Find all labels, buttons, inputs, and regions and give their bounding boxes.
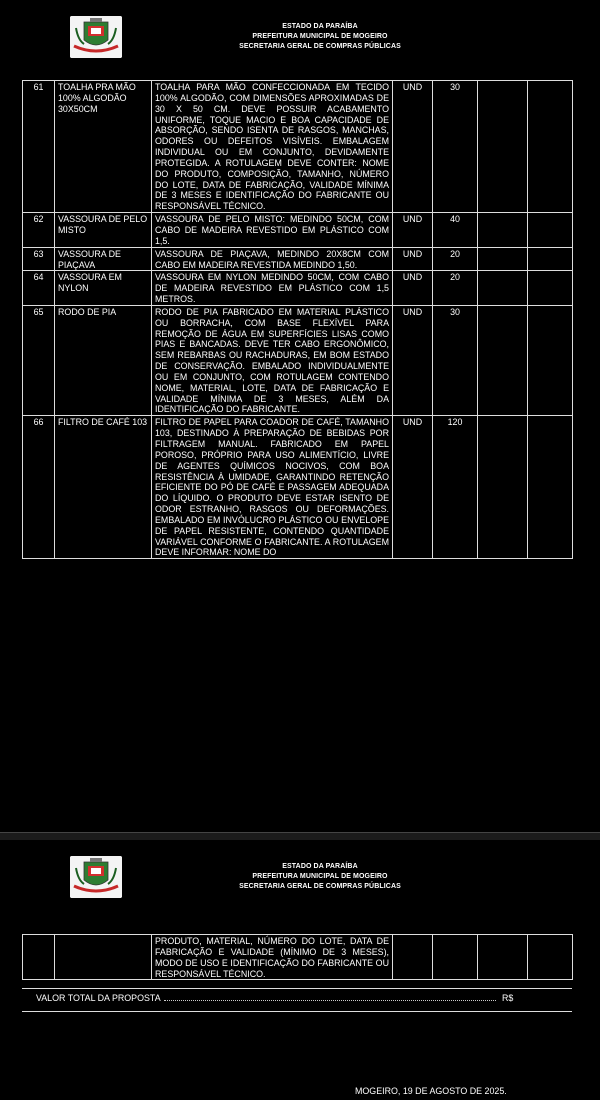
item-description: TOALHA PARA MÃO CONFECCIONADA EM TECIDO 100% ALGODÃO, COM DIMENSÕES APROXIMADAS DE 30 X 50 CM. DEVE POSSUIR ACABAMENTO UNIFORME, TOQUE MACIO E BOA CAPACIDADE DE ABSORÇÃO, SENDO ISENTA DE RASGOS, MANCHAS, ODORES OU DEFEITOS VISÍVEIS. EMBALAGEM INDIVIDUAL OU EM CONJUNTO, DEVIDAMENTE PROTEGIDA. A ROTULAGEM DEVE CONTER: NOME DO PRODUTO, COMPOSIÇÃO, TAMANHO, NÚMERO DO LOTE, DATA DE FABRICAÇÃO, VALIDADE MÍNIMA DE 3 MESES E IDENTIFICAÇÃO DO FABRICANTE OU RESPONSÁVEL TÉCNICO. xyxy=(152,81,393,213)
item-unit-price-cell xyxy=(478,247,528,271)
item-name-cell xyxy=(55,935,152,980)
table-row xyxy=(23,305,573,415)
item-name: VASSOURA DE PELO MISTO xyxy=(55,213,152,248)
item-total-price-cell xyxy=(528,81,573,213)
coat-of-arms-icon xyxy=(70,856,122,898)
table-row xyxy=(23,247,573,271)
items-table-continuation xyxy=(22,934,573,980)
item-quantity: 120 xyxy=(433,416,478,559)
header-secretariat: SECRETARIA GERAL DE COMPRAS PÚBLICAS xyxy=(239,883,401,890)
item-total-price-cell xyxy=(528,213,573,248)
item-unit: UND xyxy=(393,81,433,213)
table-row xyxy=(23,81,573,213)
item-quantity: 20 xyxy=(433,271,478,306)
item-unit: UND xyxy=(393,305,433,415)
item-description: FILTRO DE PAPEL PARA COADOR DE CAFÉ, TAMANHO 103, DESTINADO À PREPARAÇÃO DE BEBIDAS POR FILTRAGEM MANUAL. FABRICADO EM PAPEL POROSO, PRÓPRIO PARA USO ALIMENTÍCIO, LIVRE DE AGENTES QUÍMICOS NOCIVOS, COM BOA RESISTÊNCIA À UMIDADE, GARANTINDO RETENÇÃO EFICIENTE DO PÓ DE CAFÉ E PASSAGEM ADEQUADA DO LÍQUIDO. O PRODUTO DEVE ESTAR ISENTO DE ODOR ESTRANHO, RASGOS OU DEFORMAÇÕES. EMBALADO EM INVÓLUCRO PLÁSTICO OU ENVELOPE DE PAPEL RESISTENTE, CONTENDO QUANTIDADE VARIÁVEL CONFORME O FABRICANTE. A ROTULAGEM DEVE INFORMAR: NOME DO xyxy=(152,416,393,559)
item-quantity: 30 xyxy=(433,81,478,213)
item-unit: UND xyxy=(393,416,433,559)
item-unit-price-cell xyxy=(478,935,528,980)
item-total-price-cell xyxy=(528,247,573,271)
item-total-price-cell xyxy=(528,416,573,559)
table-row xyxy=(23,213,573,248)
item-name: VASSOURA EM NYLON xyxy=(55,271,152,306)
page-header xyxy=(0,0,600,80)
item-number: 66 xyxy=(23,416,55,559)
item-quantity-cell xyxy=(433,935,478,980)
header-text xyxy=(200,862,440,892)
item-quantity: 40 xyxy=(433,213,478,248)
item-name: TOALHA PRA MÃO 100% ALGODÃO 30X50CM xyxy=(55,81,152,213)
item-unit-price-cell xyxy=(478,271,528,306)
item-total-price-cell xyxy=(528,935,573,980)
header-state: ESTADO DA PARAÍBA xyxy=(282,863,358,870)
date-line: MOGEIRO, 19 DE AGOSTO DE 2025. xyxy=(355,1086,507,1096)
item-unit-cell xyxy=(393,935,433,980)
item-name: VASSOURA DE PIAÇAVA xyxy=(55,247,152,271)
item-number: 62 xyxy=(23,213,55,248)
item-number: 63 xyxy=(23,247,55,271)
item-name: FILTRO DE CAFÉ 103 xyxy=(55,416,152,559)
item-unit: UND xyxy=(393,271,433,306)
item-description: RODO DE PIA FABRICADO EM MATERIAL PLÁSTICO OU BORRACHA, COM BASE FLEXÍVEL PARA REMOÇÃO DE ÁGUA EM SUPERFÍCIES LISAS COMO PIAS E BANCADAS. DEVE TER CABO ERGONÔMICO, SEM REBARBAS OU RACHADURAS, EM BOM ESTADO DE CONSERVAÇÃO. EMBALADO INDIVIDUALMENTE OU EM CONJUNTO, COM ROTULAGEM CONTENDO NOME, MATERIAL, LOTE, DATA DE FABRICAÇÃO E VALIDADE MÍNIMA DE 3 MESES, ALÉM DA IDENTIFICAÇÃO DO FABRICANTE. xyxy=(152,305,393,415)
total-currency: R$ xyxy=(502,993,514,1003)
item-unit: UND xyxy=(393,247,433,271)
table-row xyxy=(23,935,573,980)
total-dotted-fill xyxy=(164,1000,496,1001)
header-prefecture: PREFEITURA MUNICIPAL DE MOGEIRO xyxy=(252,33,388,40)
item-number: 64 xyxy=(23,271,55,306)
item-quantity: 30 xyxy=(433,305,478,415)
total-label: VALOR TOTAL DA PROPOSTA xyxy=(36,993,161,1003)
item-number-cell xyxy=(23,935,55,980)
header-state: ESTADO DA PARAÍBA xyxy=(282,23,358,30)
item-unit-price-cell xyxy=(478,416,528,559)
item-unit: UND xyxy=(393,213,433,248)
header-text xyxy=(200,22,440,52)
item-unit-price-cell xyxy=(478,213,528,248)
item-description: VASSOURA EM NYLON MEDINDO 50CM, COM CABO DE MADEIRA REVESTIDO EM PLÁSTICO COM 1,5 METROS. xyxy=(152,271,393,306)
item-quantity: 20 xyxy=(433,247,478,271)
table-row xyxy=(23,271,573,306)
item-unit-price-cell xyxy=(478,81,528,213)
header-secretariat: SECRETARIA GERAL DE COMPRAS PÚBLICAS xyxy=(239,43,401,50)
item-total-price-cell xyxy=(528,305,573,415)
item-name: RODO DE PIA xyxy=(55,305,152,415)
proposal-total-line xyxy=(22,988,572,1012)
item-unit-price-cell xyxy=(478,305,528,415)
item-number: 61 xyxy=(23,81,55,213)
item-number: 65 xyxy=(23,305,55,415)
items-table xyxy=(22,80,573,559)
item-description-continuation: PRODUTO, MATERIAL, NÚMERO DO LOTE, DATA DE FABRICAÇÃO E VALIDADE (MÍNIMO DE 3 MESES), MODO DE USO E IDENTIFICAÇÃO DO FABRICANTE OU RESPONSÁVEL TÉCNICO. xyxy=(152,935,393,980)
item-description: VASSOURA DE PELO MISTO: MEDINDO 50CM, COM CABO DE MADEIRA REVESTIDO EM PLÁSTICO COM 1,5. xyxy=(152,213,393,248)
table-row xyxy=(23,416,573,559)
item-description: VASSOURA DE PIAÇAVA, MEDINDO 20X8CM COM CABO EM MADEIRA REVESTIDA MEDINDO 1,50. xyxy=(152,247,393,271)
coat-of-arms-icon xyxy=(70,16,122,58)
document-page-2 xyxy=(0,840,600,1100)
header-prefecture: PREFEITURA MUNICIPAL DE MOGEIRO xyxy=(252,873,388,880)
page-header xyxy=(0,840,600,920)
item-total-price-cell xyxy=(528,271,573,306)
